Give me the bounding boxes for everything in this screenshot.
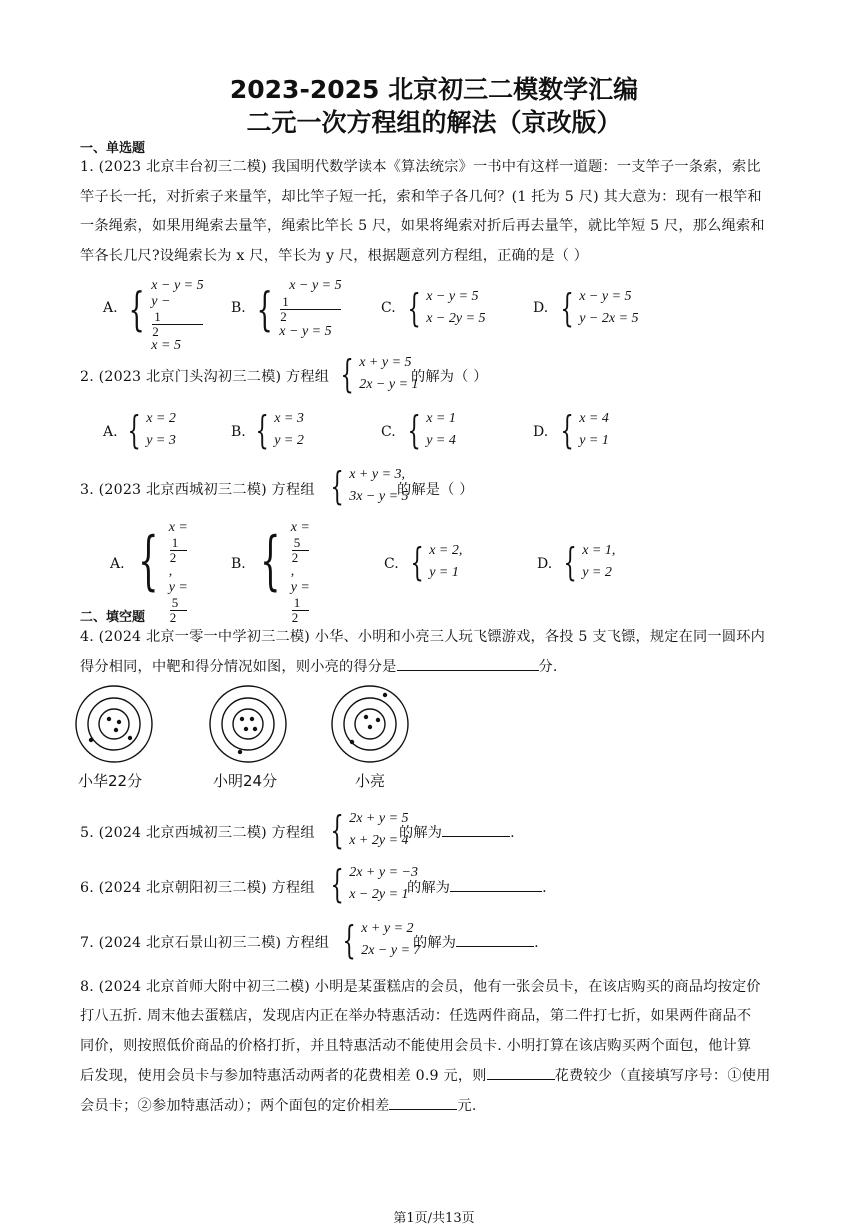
q1-option-c-label[interactable]: C. [381,300,396,316]
q3-option-d-system: { x = 1, y = 2 [563,540,616,584]
q5-prefix: 5. (2024 北京西城初三二模) 方程组 [80,825,315,841]
q7-prefix: 7. (2024 北京石景山初三二模) 方程组 [80,935,330,951]
equation: y = 1 [579,433,609,448]
equation: x = 1 2 , [168,520,188,580]
equation: y = 4 [426,433,456,448]
equation: x + y = 2 [361,921,414,936]
target-xiaoming [210,686,286,762]
q1-line1: 1. (2023 北京丰台初三二模) 我国明代数学读本《算法统宗》一书中有这样一道题：一支竿子一条索，索比 [80,159,761,175]
equation: 2x − y = 1 [359,377,419,392]
equation: x = 2 [146,411,176,426]
q8-answer-blank-1[interactable] [487,1079,555,1080]
q8-answer-blank-2[interactable] [389,1109,457,1110]
equation: y = 1 [429,565,459,580]
q6-suffix: 的解为 . [407,880,547,896]
q6-prefix: 6. (2024 北京朝阳初三二模) 方程组 [80,880,315,896]
q8-line1: 8. (2024 北京首师大附中初三二模) 小明是某蛋糕店的会员，他有一张会员卡，在该店购买的商品均按定价 [80,979,761,995]
equation: y = 3 [146,433,176,448]
caption-xiaoliang: 小亮 [355,772,386,790]
q3-suffix: 的解是（ ） [397,482,474,498]
target-xiaohua [76,686,152,762]
equation: x − 2y = 5 [426,311,486,326]
q7-suffix: 的解为 . [413,935,539,951]
q5-answer-blank[interactable] [442,836,510,837]
q2-option-c-system: { x = 1 y = 4 [407,408,456,452]
q4-line2: 得分相同，中靶和得分情况如图，则小亮的得分是 分. [80,659,558,675]
q2-option-d-system: { x = 4 y = 1 [560,408,609,452]
doc-title-line1: 2023-2025 北京初三二模数学汇编 [229,75,639,104]
q7-system: { x + y = 2 2x − y = 7 [342,918,421,962]
q8-line2: 打八五折. 周末他去蛋糕店，发现店内正在举办特惠活动：任选两件商品，第二件打七折，如果两件商品不 [80,1008,752,1024]
equation: y = 2 [274,433,304,448]
caption-xiaohua: 小华22分 [78,772,143,790]
q1-option-a-label[interactable]: A. [103,300,118,316]
equation: x = 1 [426,411,456,426]
caption-xiaoming: 小明24分 [213,772,278,790]
q3-system: { x + y = 3, 3x − y = 5 [330,464,409,508]
equation: x − y = 5 [579,289,632,304]
equation: y = 2 [582,565,612,580]
q2-prefix: 2. (2023 北京门头沟初三二模) 方程组 [80,369,330,385]
q5-system: { 2x + y = 5 x + 2y = 4 [330,808,409,852]
q3-option-c-system: { x = 2, y = 1 [410,540,463,584]
equation: x = 2, [429,543,463,558]
q2-option-b-system: { x = 3 y = 2 [255,408,304,452]
q3-option-c-label[interactable]: C. [384,556,399,572]
q3-option-b-label[interactable]: B. [231,556,246,572]
q2-system: { x + y = 5 2x − y = 1 [340,352,419,396]
equation: y = 1 2 [290,580,310,625]
equation: 2x − y = 7 [361,943,421,958]
q3-option-d-label[interactable]: D. [537,556,553,572]
equation: x − y = 5 [151,278,204,293]
q1-option-d-system: { x − y = 5 y − 2x = 5 [560,286,639,330]
section-heading-fill-blank: 二、填空题 [80,610,146,625]
q3-option-a-label[interactable]: A. [110,556,125,572]
q3-option-a-system: { x = 1 2 , y = 5 2 [138,520,188,625]
page-footer: 第1页/共13页 [393,1211,475,1226]
equation: y − 2x = 5 [579,311,639,326]
q2-option-d-label[interactable]: D. [533,424,549,440]
target-xiaoliang [332,686,408,762]
q2-option-b-label[interactable]: B. [231,424,246,440]
equation: x + y = 3, [349,467,406,482]
q8-line4: 后发现，使用会员卡与参加特惠活动两者的花费相差 0.9 元，则 花费较少（直接填写序号：①使用 [80,1068,771,1084]
q1-option-d-label[interactable]: D. [533,300,549,316]
q8-line5: 会员卡；②参加特惠活动）；两个面包的定价相差 元. [80,1098,477,1114]
q1-line4: 竿各长几尺?设绳索长为 x 尺，竿长为 y 尺，根据题意列方程组，正确的是（ ） [80,248,589,264]
q3-prefix: 3. (2023 北京西城初三二模) 方程组 [80,482,315,498]
q1-line2: 竿子长一托，对折索子来量竿，却比竿子短一托，索和竿子各几何？(1 托为 5 尺) 其大意为：现有一根竿和 [80,189,762,205]
equation: x + y = 5 [359,355,412,370]
q2-option-a-label[interactable]: A. [103,424,118,440]
q8-line3: 同价，则按照低价商品的价格打折，并且特惠活动不能使用会员卡. 小明打算在该店购买两个面包，他计算 [80,1038,752,1054]
q5-suffix: 的解为 . [399,825,515,841]
equation: 2x + y = −3 [349,865,418,880]
q4-line1: 4. (2024 北京一零一中学初三二模) 小华、小明和小亮三人玩飞镖游戏，各投 5 支飞镖，规定在同一圆环内 [80,629,765,645]
q1-option-a-system: { x − y = 5 y − 1 2 x = 5 [128,278,204,354]
equation: x − 2y = 1 [349,887,409,902]
q4-answer-blank[interactable] [397,670,539,671]
section-heading-single-choice: 一、单选题 [80,141,146,156]
equation: 2x + y = 5 [349,811,409,826]
q1-line3: 一条绳索，如果用绳索去量竿，绳索比竿长 5 尺，如果将绳索对折后再去量竿，就比竿短 5 尺，那么绳索和 [80,218,765,234]
q7-answer-blank[interactable] [456,946,534,947]
equation: x = 5 2 , [290,520,310,580]
equation: x = 1, [582,543,616,558]
equation: x = 4 [579,411,609,426]
q6-answer-blank[interactable] [450,891,542,892]
dart-targets-figure [74,682,414,772]
q1-option-b-system: { x − y = 5 1 2 x − y = 5 [256,278,342,339]
q1-option-b-label[interactable]: B. [231,300,246,316]
equation: 3x − y = 5 [349,489,409,504]
equation: 1 2 x − y = 5 [279,295,341,339]
doc-title-line2: 二元一次方程组的解法（京改版） [246,108,622,137]
equation: x − y = 5 [426,289,479,304]
q6-system: { 2x + y = −3 x − 2y = 1 [330,862,418,906]
q1-option-c-system: { x − y = 5 x − 2y = 5 [407,286,486,330]
equation: y = 5 2 [168,580,188,625]
q3-option-b-system: { x = 5 2 , y = 1 2 [260,520,310,625]
q2-option-c-label[interactable]: C. [381,424,396,440]
equation: x + 2y = 4 [349,833,409,848]
equation: x − y = 5 [289,278,342,294]
equation: y − 1 2 x = 5 [151,294,203,354]
equation: x = 3 [274,411,304,426]
q2-option-a-system: { x = 2 y = 3 [127,408,176,452]
q2-suffix: 的解为（ ） [411,369,488,385]
